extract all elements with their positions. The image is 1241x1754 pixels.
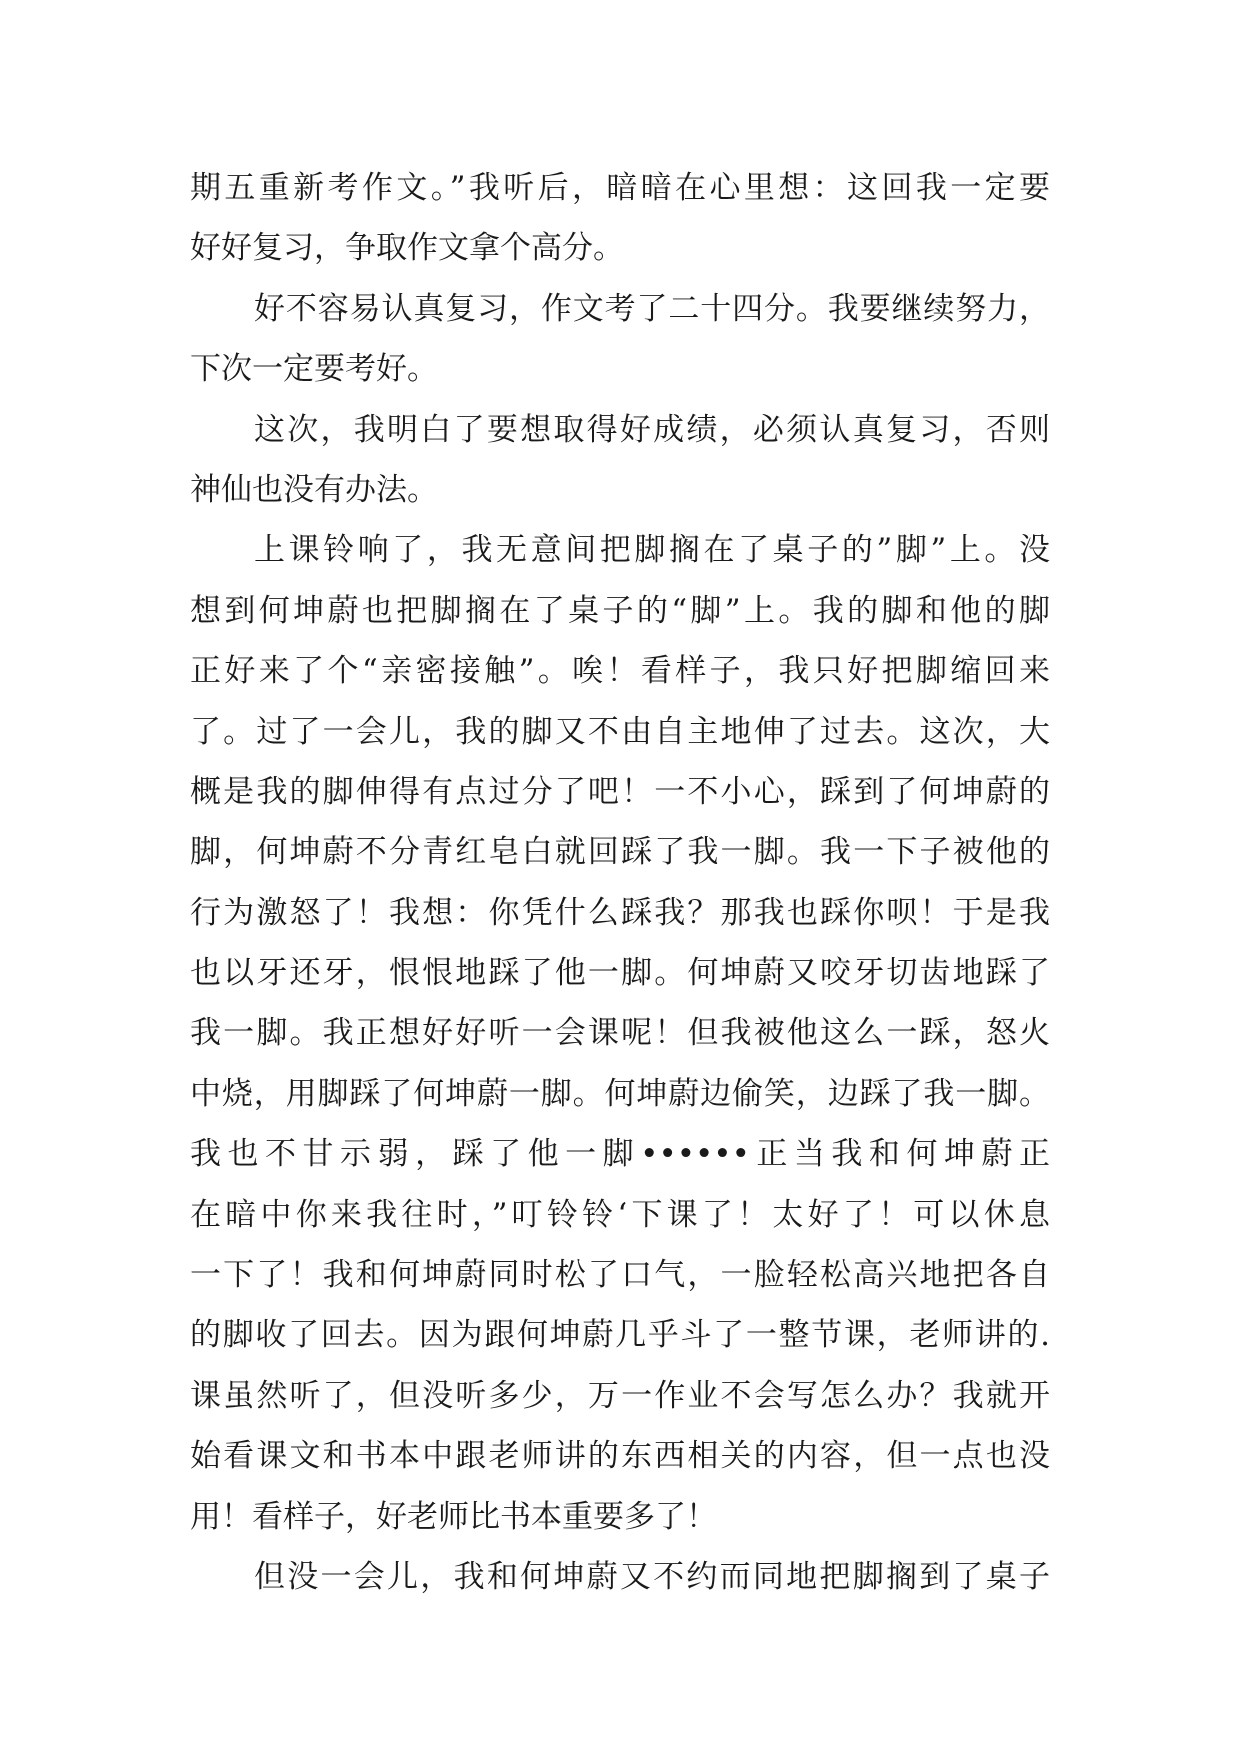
text-line: 的脚收了回去。因为跟何坤蔚几乎斗了一整节课，老师讲的. <box>190 1317 1050 1354</box>
body-text <box>190 158 1050 1607</box>
text-line: 一下了！我和何坤蔚同时松了口气，一脸轻松高兴地把各自 <box>190 1257 1050 1294</box>
text-line: 期五重新考作文。”我听后，暗暗在心里想：这回我一定要 <box>190 170 1050 206</box>
text-line: 神仙也没有办法。 <box>190 471 438 508</box>
text-line: 正好来了个“亲密接触”。唉！看样子，我只好把脚缩回来 <box>190 653 1050 690</box>
text-line: 这次，我明白了要想取得好成绩，必须认真复习，否则 <box>254 411 1050 448</box>
text-line: 好不容易认真复习，作文考了二十四分。我要继续努力， <box>254 290 1050 327</box>
text-line: 用！看样子，好老师比书本重要多了！ <box>190 1498 717 1535</box>
text-line: 脚，何坤蔚不分青红皂白就回踩了我一脚。我一下子被他的 <box>190 834 1050 871</box>
text-line: 我也不甘示弱，踩了他一脚••••••正当我和何坤蔚正 <box>190 1136 1050 1173</box>
text-line: 在暗中你来我往时，”叮铃铃‘下课了！太好了！可以休息 <box>190 1196 1050 1233</box>
text-line: 也以牙还牙，恨恨地踩了他一脚。何坤蔚又咬牙切齿地踩了 <box>190 955 1050 992</box>
text-line: 行为激怒了！我想：你凭什么踩我？那我也踩你呗！于是我 <box>190 894 1050 931</box>
text-line: 上课铃响了，我无意间把脚搁在了桌子的”脚”上。没 <box>254 532 1050 569</box>
text-line: 但没一会儿，我和何坤蔚又不约而同地把脚搁到了桌子 <box>254 1558 1050 1595</box>
text-line: 中烧，用脚踩了何坤蔚一脚。何坤蔚边偷笑，边踩了我一脚。 <box>190 1075 1050 1112</box>
text-line: 下次一定要考好。 <box>190 351 438 388</box>
text-line: 好好复习，争取作文拿个高分。 <box>190 230 624 267</box>
text-line: 想到何坤蔚也把脚搁在了桌子的“脚”上。我的脚和他的脚 <box>190 592 1050 629</box>
text-line: 始看课文和书本中跟老师讲的东西相关的内容，但一点也没 <box>190 1438 1050 1475</box>
text-line: 课虽然听了，但没听多少，万一作业不会写怎么办？我就开 <box>190 1377 1050 1414</box>
text-line: 我一脚。我正想好好听一会课呢！但我被他这么一踩，怒火 <box>190 1015 1050 1052</box>
text-line: 了。过了一会儿，我的脚又不由自主地伸了过去。这次，大 <box>190 713 1050 750</box>
text-line: 概是我的脚伸得有点过分了吧！一不小心，踩到了何坤蔚的 <box>190 773 1050 810</box>
